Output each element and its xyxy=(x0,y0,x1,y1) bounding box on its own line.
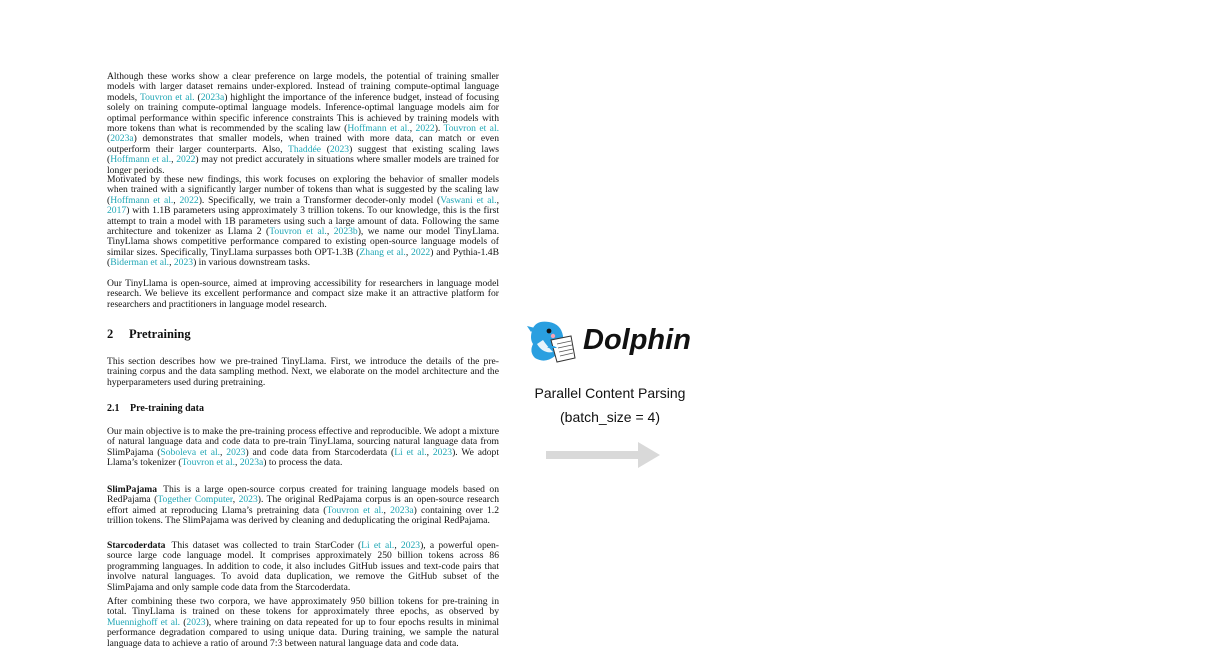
citation-link[interactable]: 2017 xyxy=(107,205,127,217)
citation-link[interactable]: 2023a xyxy=(110,133,134,145)
text-run: ) and code data from Starcoderdata ( xyxy=(245,446,395,458)
citation-link[interactable]: Touvron et al. xyxy=(181,457,236,469)
text-run: , xyxy=(235,457,240,469)
text-run: This is a large open-source corpus created for training language models based on RedPajama ( xyxy=(107,484,499,506)
citation-link[interactable]: Touvron et al. xyxy=(326,504,384,516)
text-run: ) with 1.1B parameters using approximately 3 trillion tokens. To our knowledge, this is the first attempt to train a model with 1B parameters using such a large amount of data. Following the same architecture and tokenizer as Llama 2 ( xyxy=(107,205,499,238)
text-run: ( xyxy=(321,143,330,155)
paragraph-heading: Starcoderdata xyxy=(107,540,166,551)
text-run: This dataset was collected to train StarCoder ( xyxy=(171,540,362,551)
text-run: , xyxy=(394,540,401,551)
citation-link[interactable]: Touvron et al. xyxy=(443,123,500,135)
citation-link[interactable]: Touvron et al. xyxy=(139,91,195,103)
text-run: This section describes how we pre-trained TinyLlama. First, we introduce the details of the pre-training corpus and the data sampling method. Next, we elaborate on the model architecture and the hyperparameters used during pretraining. xyxy=(107,356,499,388)
text-run: , xyxy=(383,504,391,516)
text-run: ). The original RedPajama corpus is an open-source research effort aimed at reproducing Llama’s pretraining data ( xyxy=(107,494,499,516)
arrow-right-icon xyxy=(546,442,660,468)
text-run: , xyxy=(496,194,499,206)
caption-title: Parallel Content Parsing xyxy=(534,385,686,401)
text-run: ), we name our model TinyLlama. TinyLlama shows competitive performance compared to existing open-source language models of similar sizes. Specifically, TinyLlama surpasses both OPT-1.3B ( xyxy=(107,226,499,258)
text-run: , xyxy=(171,154,177,166)
text-run: , xyxy=(169,257,174,269)
text-run: ). xyxy=(434,123,444,135)
citation-link[interactable]: Zhang et al. xyxy=(359,246,406,258)
citation-link[interactable]: 2023a xyxy=(239,457,264,469)
citation-link[interactable]: 2023a xyxy=(390,504,414,516)
text-run: ) highlight the importance of the inference budget, instead of focusing solely on training compute-optimal language models. Inference-optimal language models aim for optimal performance within specific inference constraints This is achieved by training models with more tokens than what is recommended by the scaling law ( xyxy=(107,91,499,135)
subsection-title: Pre-training data xyxy=(130,403,204,414)
subsection-number: 2.1 xyxy=(107,403,120,414)
citation-link[interactable]: 2022 xyxy=(179,194,199,206)
text-run: ) demonstrates that smaller models, when trained with more data, can match or even outperform their larger counterparts. Also, xyxy=(107,133,499,155)
text-run: Although these works show a clear preference on large models, the potential of training smaller models with larger dataset remains under-explored. Instead of training compute-optimal language models, xyxy=(107,71,499,103)
citation-link[interactable]: 2023 xyxy=(400,540,421,551)
text-run: ) suggest that existing scaling laws ( xyxy=(107,143,500,166)
subsection-heading xyxy=(107,403,204,414)
paragraph-p3 xyxy=(107,279,499,310)
text-run: Our main objective is to make the pre-training process effective and reproducible. We adopt a mixture of natural language data and code data to pre-train TinyLlama, sourcing natural language data from SlimPajama ( xyxy=(107,426,499,458)
dolphin-reading-icon xyxy=(527,318,577,366)
paragraph-p6 xyxy=(107,485,499,527)
text-run: ) to process the data. xyxy=(263,457,343,469)
paragraph-p2 xyxy=(107,175,499,269)
citation-link[interactable]: 2023 xyxy=(432,446,453,458)
citation-link[interactable]: Thaddée xyxy=(287,143,322,155)
text-run: , xyxy=(232,494,239,506)
citation-link[interactable]: Hoffmann et al. xyxy=(110,194,174,206)
text-run: , xyxy=(220,446,227,458)
paragraph-p7 xyxy=(107,541,499,593)
section-title: Pretraining xyxy=(129,327,191,341)
citation-link[interactable]: 2023b xyxy=(333,226,358,238)
citation-link[interactable]: 2023 xyxy=(329,143,350,155)
citation-link[interactable]: Muennighoff et al. xyxy=(107,616,181,628)
citation-link[interactable]: Biderman et al. xyxy=(110,257,170,269)
citation-link[interactable]: Li et al. xyxy=(361,540,395,551)
paragraph-p5 xyxy=(107,427,499,469)
section-heading xyxy=(107,327,191,342)
citation-link[interactable]: 2022 xyxy=(411,246,431,258)
citation-link[interactable]: 2022 xyxy=(415,123,435,135)
text-run: , xyxy=(173,194,180,206)
citation-link[interactable]: 2023 xyxy=(173,257,194,269)
citation-link[interactable]: Touvron et al. xyxy=(269,226,327,238)
text-run: ), a powerful open-source large code language model. It comprises approximately 250 billion tokens across 86 programming languages. In addition to code, it also includes GitHub issues and text-code pairs that involve natural languages. To avoid data duplication, we remove the GitHub subset of the SlimPajama and only sample code data from the Starcoderdata. xyxy=(107,540,499,593)
citation-link[interactable]: 2022 xyxy=(176,154,196,166)
text-run: , xyxy=(326,226,334,238)
paragraph-p8 xyxy=(107,597,499,649)
caption-batch-size: (batch_size = 4) xyxy=(560,409,660,425)
text-run: ( xyxy=(107,133,111,145)
citation-link[interactable]: 2023 xyxy=(186,616,206,628)
text-run: Motivated by these new findings, this work focuses on exploring the behavior of smaller models when trained with a significantly larger number of tokens than what is suggested by the scaling law ( xyxy=(107,174,499,206)
citation-link[interactable]: 2023a xyxy=(200,91,225,103)
text-run: , xyxy=(409,123,416,135)
paragraph-heading: SlimPajama xyxy=(107,484,158,495)
text-run: ). We adopt Llama’s tokenizer ( xyxy=(107,446,500,469)
citation-link[interactable]: Hoffmann et al. xyxy=(110,154,172,166)
citation-link[interactable]: Soboleva et al. xyxy=(160,446,221,458)
text-run: ). Specifically, we train a Transformer decoder-only model ( xyxy=(198,194,441,206)
citation-link[interactable]: 2023 xyxy=(226,446,246,458)
text-run: , xyxy=(405,246,412,258)
citation-link[interactable]: Together Computer xyxy=(157,494,233,506)
text-run: ( xyxy=(194,91,201,103)
text-run: ) and Pythia-1.4B ( xyxy=(107,246,499,269)
text-run: , xyxy=(426,446,433,458)
text-run: ) in various downstream tasks. xyxy=(193,257,311,269)
text-run: ) may not predict accurately in situations where smaller models are trained for longer periods. xyxy=(107,154,499,176)
text-run: ) containing over 1.2 trillion tokens. The SlimPajama was derived by cleaning and deduplicating the original RedPajama. xyxy=(107,504,499,527)
text-run: ), where training on data repeated for up to four epochs results in minimal performance degradation compared to using unique data. During training, we sample the natural language data to achieve a ratio of around 7:3 between natural language data and code data. xyxy=(107,616,499,649)
text-run: ( xyxy=(180,616,187,628)
paragraph-p1 xyxy=(107,72,499,176)
text-run: Our TinyLlama is open-source, aimed at improving accessibility for researchers in language model research. We believe its excellent performance and compact size make it an attractive platform for researchers and practitioners in language model research. xyxy=(107,278,499,310)
citation-link[interactable]: 2023 xyxy=(238,494,258,506)
citation-link[interactable]: Hoffmann et al. xyxy=(347,123,410,135)
text-run: After combining these two corpora, we have approximately 950 billion tokens for pre-training in total. TinyLlama is trained on these tokens for approximately three epochs, as observed by xyxy=(107,596,499,618)
citation-link[interactable]: Li et al. xyxy=(394,446,427,458)
section-number: 2 xyxy=(107,327,114,341)
brand-name: Dolphin xyxy=(583,324,691,356)
paragraph-p4 xyxy=(107,357,499,388)
citation-link[interactable]: Vaswani et al. xyxy=(440,194,497,206)
